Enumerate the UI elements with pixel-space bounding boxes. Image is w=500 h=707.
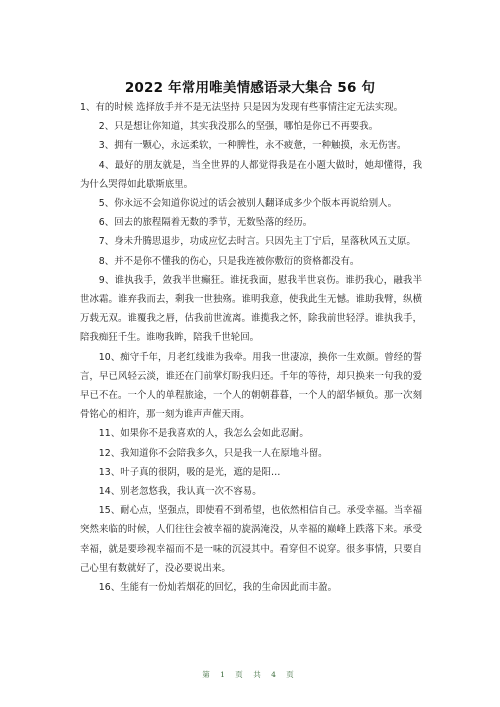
paragraph-6: 6、回去的旅程隔着无数的季节，无数坠落的经历。 xyxy=(98,217,313,229)
paragraph-11: 11、如果你不是我喜欢的人，我怎么会如此忍耐。 xyxy=(98,428,309,440)
paragraph-9: 9、谁执我手，敛我半世癫狂。谁抚我面，慰我半世哀伤。谁扔我心，融我半世冰霜。谁弃我而去，剩我一世独殇。谁明我意，使我此生无憾。谁助我臂，纵横万载无双。谁覆我之唇，估我前世流离。谁揽我之怀，除我前世轻浮。谁执我手，陪我痴狂千生。谁吻我眸，陪我千世轮回。 xyxy=(80,274,422,344)
paragraph-3: 3、拥有一颗心，永远柔软，一种脾性，永不疲惫，一种触摸，永无伤害。 xyxy=(98,140,407,152)
paragraph-10: 10、痴守千年，月老红线谁为我牵。用我一世凄凉，换你一生欢颜。曾经的誓言，早已风轻云淡，谁还在门前掌灯盼我归还。千年的等待，却只换来一句我的爱早已不在。一个人的单程旅途，一个人的朝朝暮暮，一个人的韶华倾负。那一次刻骨铭心的相许，那一刻为谁声声催天雨。 xyxy=(80,351,422,421)
paragraph-15: 15、耐心点，坚强点，即使看不到希望，也依然相信自己。承受幸福。当幸福突然来临的时候，人们往往会被幸福的旋涡淹没，从幸福的巅峰上跌落下来。承受幸福，就是要珍视幸福而不是一味的沉浸其中。看穿但不说穿。很多事情，只要自己心里有数就好了，没必要说出来。 xyxy=(80,505,422,574)
document-title: 2022 年常用唯美情感语录大集合 56 句 xyxy=(124,80,376,96)
paragraph-8: 8、并不是你不懂我的伤心，只是我连被你敷衍的资格都没有。 xyxy=(98,255,360,267)
paragraph-4: 4、最好的朋友就是，当全世界的人都觉得我是在小题大做时，她却懂得，我为什么哭得如此歇斯底里。 xyxy=(80,159,422,190)
paragraph-1: 1、有的时候 选择放手并不是无法坚持 只是因为发现有些事情注定无法实现。 xyxy=(80,102,404,113)
document-body xyxy=(80,98,422,597)
paragraph-12: 12、我知道你不会陪我多久，只是我一人在原地斗留。 xyxy=(98,447,328,459)
paragraph-16: 16、生能有一份灿若烟花的回忆，我的生命因此而丰盈。 xyxy=(98,582,338,594)
paragraph-5: 5、你永远不会知道你说过的话会被别人翻译成多少个版本再说给别人。 xyxy=(98,198,397,210)
paragraph-13: 13、叶子真的很阴，吸的是光，遮的是阳… xyxy=(98,466,281,478)
paragraph-7: 7、身未升腾思退步，功成应忆去时言。只因先主丁宁后，星落秋风五丈原。 xyxy=(98,236,416,248)
paragraph-2: 2、只是想让你知道，其实我没那么的坚强，哪怕是你已不再要我。 xyxy=(98,121,379,133)
page-footer: 第 1 页 共 4 页 xyxy=(202,670,298,679)
paragraph-14: 14、别老忽悠我，我认真一次不容易。 xyxy=(98,486,262,498)
